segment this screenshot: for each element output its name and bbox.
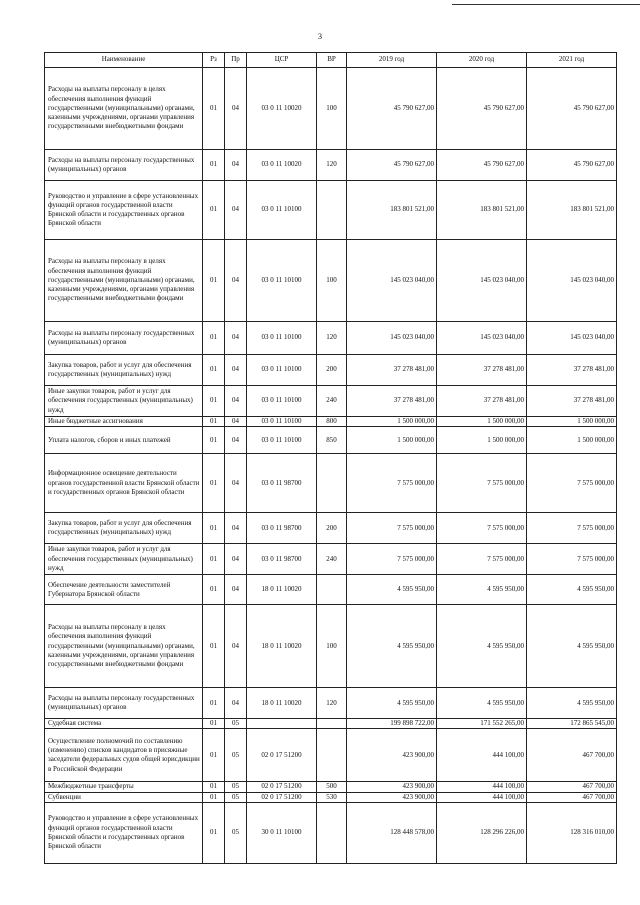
cell-vr <box>317 719 347 729</box>
table-body <box>45 68 617 864</box>
cell-rz: 01 <box>203 150 225 181</box>
cell-y2019: 7 575 000,00 <box>347 544 437 575</box>
cell-csr: 02 0 17 51200 <box>247 729 317 782</box>
cell-y2020: 444 100,00 <box>437 729 527 782</box>
cell-csr <box>247 719 317 729</box>
cell-pr: 05 <box>225 782 247 792</box>
cell-vr <box>317 454 347 513</box>
cell-csr: 03 0 11 98700 <box>247 454 317 513</box>
cell-rz: 01 <box>203 386 225 417</box>
cell-y2020: 37 278 481,00 <box>437 355 527 386</box>
cell-rz: 01 <box>203 688 225 719</box>
cell-y2020: 1 500 000,00 <box>437 417 527 427</box>
table-row <box>45 427 617 454</box>
cell-y2021: 1 500 000,00 <box>527 427 617 454</box>
cell-rz: 01 <box>203 322 225 355</box>
cell-y2019: 4 595 950,00 <box>347 688 437 719</box>
cell-rz: 01 <box>203 240 225 322</box>
cell-y2019: 145 023 040,00 <box>347 322 437 355</box>
cell-pr: 04 <box>225 355 247 386</box>
cell-csr: 18 0 11 10020 <box>247 575 317 605</box>
table-row <box>45 729 617 782</box>
cell-name: Иные закупки товаров, работ и услуг для обеспечения государственных (муниципальных) нужд <box>45 386 203 417</box>
cell-vr: 100 <box>317 240 347 322</box>
cell-y2021: 145 023 040,00 <box>527 240 617 322</box>
table-row <box>45 792 617 802</box>
cell-y2019: 37 278 481,00 <box>347 355 437 386</box>
cell-vr: 530 <box>317 792 347 802</box>
cell-y2021: 45 790 627,00 <box>527 68 617 150</box>
cell-y2019: 7 575 000,00 <box>347 454 437 513</box>
cell-name: Субвенции <box>45 792 203 802</box>
cell-vr: 100 <box>317 605 347 688</box>
cell-y2020: 4 595 950,00 <box>437 575 527 605</box>
cell-y2020: 45 790 627,00 <box>437 68 527 150</box>
cell-csr: 03 0 11 10020 <box>247 68 317 150</box>
cell-name: Руководство и управление в сфере установленных функций органов государственной власти Брянской области и государственных органов Брянской области <box>45 802 203 863</box>
cell-csr: 02 0 17 51200 <box>247 782 317 792</box>
cell-rz: 01 <box>203 417 225 427</box>
table-row <box>45 782 617 792</box>
top-rule <box>452 4 640 5</box>
cell-y2020: 444 100,00 <box>437 792 527 802</box>
cell-name: Руководство и управление в сфере установленных функций органов государственной власти Брянской области и государственных органов Брянской области <box>45 181 203 240</box>
header-2021: 2021 год <box>527 53 617 68</box>
cell-pr: 04 <box>225 513 247 544</box>
cell-y2020: 183 801 521,00 <box>437 181 527 240</box>
cell-pr: 04 <box>225 417 247 427</box>
cell-vr: 120 <box>317 322 347 355</box>
cell-y2020: 145 023 040,00 <box>437 240 527 322</box>
cell-rz: 01 <box>203 68 225 150</box>
table-header-row <box>45 53 617 68</box>
cell-y2020: 45 790 627,00 <box>437 150 527 181</box>
cell-y2021: 45 790 627,00 <box>527 150 617 181</box>
cell-vr: 120 <box>317 150 347 181</box>
table-row <box>45 386 617 417</box>
cell-pr: 04 <box>225 688 247 719</box>
cell-vr: 120 <box>317 688 347 719</box>
cell-vr <box>317 729 347 782</box>
cell-y2020: 7 575 000,00 <box>437 544 527 575</box>
cell-rz: 01 <box>203 454 225 513</box>
cell-y2020: 145 023 040,00 <box>437 322 527 355</box>
table-row <box>45 513 617 544</box>
cell-y2021: 37 278 481,00 <box>527 355 617 386</box>
cell-y2019: 183 801 521,00 <box>347 181 437 240</box>
cell-y2019: 4 595 950,00 <box>347 605 437 688</box>
budget-table <box>44 52 617 864</box>
cell-name: Иные закупки товаров, работ и услуг для обеспечения государственных (муниципальных) нужд <box>45 544 203 575</box>
table-row <box>45 719 617 729</box>
header-vr: ВР <box>317 53 347 68</box>
table-row <box>45 240 617 322</box>
cell-rz: 01 <box>203 792 225 802</box>
cell-rz: 01 <box>203 544 225 575</box>
table-row <box>45 688 617 719</box>
cell-name: Закупка товаров, работ и услуг для обеспечения государственных (муниципальных) нужд <box>45 513 203 544</box>
cell-y2019: 45 790 627,00 <box>347 68 437 150</box>
cell-y2021: 128 316 010,00 <box>527 802 617 863</box>
cell-vr <box>317 802 347 863</box>
cell-y2020: 7 575 000,00 <box>437 513 527 544</box>
header-rz: Рз <box>203 53 225 68</box>
cell-pr: 04 <box>225 386 247 417</box>
cell-rz: 01 <box>203 181 225 240</box>
cell-pr: 04 <box>225 427 247 454</box>
cell-rz: 01 <box>203 427 225 454</box>
cell-vr: 850 <box>317 427 347 454</box>
cell-name: Информационное освещение деятельности органов государственной власти Брянской области и государственных органов Брянской области <box>45 454 203 513</box>
cell-pr: 04 <box>225 240 247 322</box>
cell-y2021: 172 865 545,00 <box>527 719 617 729</box>
cell-y2021: 7 575 000,00 <box>527 544 617 575</box>
cell-name: Обеспечение деятельности заместителей Губернатора Брянской области <box>45 575 203 605</box>
cell-y2019: 145 023 040,00 <box>347 240 437 322</box>
cell-csr: 03 0 11 10100 <box>247 427 317 454</box>
cell-y2020: 1 500 000,00 <box>437 427 527 454</box>
cell-y2019: 423 900,00 <box>347 792 437 802</box>
cell-vr: 240 <box>317 544 347 575</box>
page-number: 3 <box>318 32 322 41</box>
table-row <box>45 802 617 863</box>
cell-name: Осуществление полномочий по составлению (изменению) списков кандидатов в присяжные заседатели федеральных судов общей юрисдикции в Российской Федерации <box>45 729 203 782</box>
cell-vr: 200 <box>317 513 347 544</box>
cell-name: Закупка товаров, работ и услуг для обеспечения государственных (муниципальных) нужд <box>45 355 203 386</box>
cell-name: Иные бюджетные ассигнования <box>45 417 203 427</box>
cell-csr: 03 0 11 10100 <box>247 322 317 355</box>
cell-y2019: 1 500 000,00 <box>347 427 437 454</box>
cell-vr: 100 <box>317 68 347 150</box>
cell-vr: 800 <box>317 417 347 427</box>
cell-rz: 01 <box>203 782 225 792</box>
cell-y2019: 37 278 481,00 <box>347 386 437 417</box>
cell-rz: 01 <box>203 513 225 544</box>
cell-y2021: 183 801 521,00 <box>527 181 617 240</box>
cell-y2021: 4 595 950,00 <box>527 605 617 688</box>
cell-rz: 01 <box>203 355 225 386</box>
cell-pr: 05 <box>225 792 247 802</box>
cell-pr: 04 <box>225 68 247 150</box>
cell-name: Судебная система <box>45 719 203 729</box>
cell-y2020: 7 575 000,00 <box>437 454 527 513</box>
cell-csr: 03 0 11 98700 <box>247 544 317 575</box>
cell-y2020: 128 296 226,00 <box>437 802 527 863</box>
table-row <box>45 355 617 386</box>
cell-y2020: 4 595 950,00 <box>437 688 527 719</box>
table-row <box>45 605 617 688</box>
cell-y2020: 444 100,00 <box>437 782 527 792</box>
cell-pr: 05 <box>225 729 247 782</box>
cell-pr: 04 <box>225 544 247 575</box>
cell-y2019: 4 595 950,00 <box>347 575 437 605</box>
cell-csr: 03 0 11 10020 <box>247 150 317 181</box>
cell-y2019: 423 900,00 <box>347 782 437 792</box>
cell-csr: 03 0 11 10100 <box>247 240 317 322</box>
cell-y2019: 1 500 000,00 <box>347 417 437 427</box>
cell-rz: 01 <box>203 719 225 729</box>
cell-rz: 01 <box>203 575 225 605</box>
cell-csr: 03 0 11 10100 <box>247 417 317 427</box>
table-row <box>45 68 617 150</box>
table-row <box>45 454 617 513</box>
cell-csr: 30 0 11 10100 <box>247 802 317 863</box>
cell-y2019: 199 898 722,00 <box>347 719 437 729</box>
cell-name: Расходы на выплаты персоналу государственных (муниципальных) органов <box>45 322 203 355</box>
header-name: Наименование <box>45 53 203 68</box>
header-2019: 2019 год <box>347 53 437 68</box>
cell-name: Уплата налогов, сборов и иных платежей <box>45 427 203 454</box>
cell-y2020: 4 595 950,00 <box>437 605 527 688</box>
cell-rz: 01 <box>203 729 225 782</box>
cell-pr: 04 <box>225 605 247 688</box>
header-2020: 2020 год <box>437 53 527 68</box>
cell-y2021: 145 023 040,00 <box>527 322 617 355</box>
cell-csr: 03 0 11 10100 <box>247 386 317 417</box>
cell-rz: 01 <box>203 605 225 688</box>
cell-y2021: 7 575 000,00 <box>527 454 617 513</box>
cell-pr: 05 <box>225 719 247 729</box>
cell-y2021: 37 278 481,00 <box>527 386 617 417</box>
header-csr: ЦСР <box>247 53 317 68</box>
cell-name: Расходы на выплаты персоналу государственных (муниципальных) органов <box>45 688 203 719</box>
cell-y2019: 423 900,00 <box>347 729 437 782</box>
cell-name: Расходы на выплаты персоналу в целях обеспечения выполнения функций государственными (муниципальными) органами, казенными учреждениями, органами управления государственными внебюджетными фондами <box>45 605 203 688</box>
cell-pr: 04 <box>225 454 247 513</box>
header-pr: Пр <box>225 53 247 68</box>
table-row <box>45 544 617 575</box>
cell-csr: 18 0 11 10020 <box>247 688 317 719</box>
cell-y2020: 171 552 265,00 <box>437 719 527 729</box>
cell-name: Расходы на выплаты персоналу в целях обеспечения выполнения функций государственными (муниципальными) органами, казенными учреждениями, органами управления государственными внебюджетными фондами <box>45 68 203 150</box>
cell-y2020: 37 278 481,00 <box>437 386 527 417</box>
table-row <box>45 575 617 605</box>
cell-name: Расходы на выплаты персоналу в целях обеспечения выполнения функций государственными (муниципальными) органами, казенными учреждениями, органами управления государственными внебюджетными фондами <box>45 240 203 322</box>
cell-name: Расходы на выплаты персоналу государственных (муниципальных) органов <box>45 150 203 181</box>
cell-pr: 04 <box>225 150 247 181</box>
table-row <box>45 181 617 240</box>
cell-y2021: 4 595 950,00 <box>527 575 617 605</box>
cell-rz: 01 <box>203 802 225 863</box>
cell-y2021: 467 700,00 <box>527 729 617 782</box>
cell-csr: 18 0 11 10020 <box>247 605 317 688</box>
cell-y2019: 128 448 578,00 <box>347 802 437 863</box>
cell-vr: 200 <box>317 355 347 386</box>
cell-vr <box>317 575 347 605</box>
cell-y2019: 45 790 627,00 <box>347 150 437 181</box>
cell-name: Межбюджетные трансферты <box>45 782 203 792</box>
cell-pr: 04 <box>225 575 247 605</box>
table-row <box>45 150 617 181</box>
cell-y2021: 7 575 000,00 <box>527 513 617 544</box>
cell-csr: 02 0 17 51200 <box>247 792 317 802</box>
cell-y2021: 467 700,00 <box>527 782 617 792</box>
cell-y2019: 7 575 000,00 <box>347 513 437 544</box>
cell-csr: 03 0 11 10100 <box>247 355 317 386</box>
cell-pr: 04 <box>225 181 247 240</box>
cell-pr: 05 <box>225 802 247 863</box>
cell-vr <box>317 181 347 240</box>
cell-y2021: 4 595 950,00 <box>527 688 617 719</box>
cell-csr: 03 0 11 10100 <box>247 181 317 240</box>
cell-pr: 04 <box>225 322 247 355</box>
cell-vr: 500 <box>317 782 347 792</box>
cell-vr: 240 <box>317 386 347 417</box>
table-row <box>45 417 617 427</box>
table-row <box>45 322 617 355</box>
cell-y2021: 467 700,00 <box>527 792 617 802</box>
cell-y2021: 1 500 000,00 <box>527 417 617 427</box>
cell-csr: 03 0 11 98700 <box>247 513 317 544</box>
